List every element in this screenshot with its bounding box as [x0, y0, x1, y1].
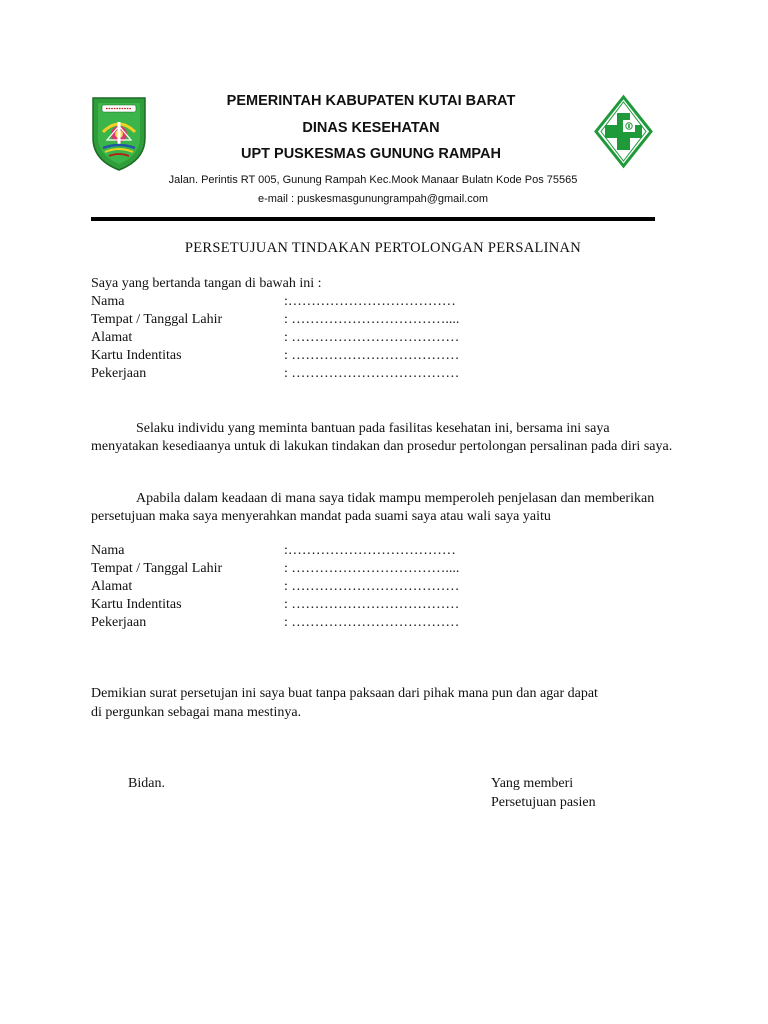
header-line-government: PEMERINTAH KABUPATEN KUTAI BARAT	[226, 93, 516, 109]
intro-text: Saya yang bertanda tangan di bawah ini :	[91, 276, 322, 291]
paragraph-text: Apabila dalam keadaan di mana saya tidak mampu memperoleh penjelasan dan memberikan persetujuan maka saya menyerahkan mandat pada suami saya atau wali saya yaitu	[91, 491, 655, 524]
field-label: Pekerjaan	[91, 366, 147, 381]
field-label: Tempat / Tanggal Lahir	[91, 312, 223, 327]
field-blank: : ………………………………	[284, 366, 460, 381]
header-email: e-mail : puskesmasgunungrampah@gmail.com	[257, 193, 489, 205]
field-row-kartu-wali	[91, 597, 651, 615]
field-row-alamat-wali	[91, 579, 651, 597]
field-blank: : ………………………………	[284, 615, 460, 630]
field-row-nama-wali	[91, 543, 651, 561]
field-blank: :………………………………	[284, 294, 456, 309]
field-blank: : ………………………………	[284, 330, 460, 345]
field-blank: : ……………………………....	[284, 312, 460, 327]
field-label: Kartu Indentitas	[91, 597, 182, 612]
closing-line-2: di pergunkan sebagai mana mestinya.	[91, 705, 302, 720]
header-line-puskesmas: UPT PUSKESMAS GUNUNG RAMPAH	[241, 146, 501, 162]
field-row-kartu	[91, 348, 651, 366]
field-blank: : ……………………………....	[284, 561, 460, 576]
field-label: Tempat / Tanggal Lahir	[91, 561, 223, 576]
field-label: Alamat	[91, 330, 133, 345]
puskesmas-cross-logo	[593, 94, 654, 169]
field-label: Nama	[91, 543, 125, 558]
field-label: Nama	[91, 294, 125, 309]
signature-patient-label-2: Persetujuan pasien	[491, 795, 596, 810]
signature-patient-label-1: Yang memberi	[491, 776, 574, 791]
field-label: Pekerjaan	[91, 615, 147, 630]
header-divider	[91, 217, 655, 221]
header-line-agency: DINAS KESEHATAN	[302, 120, 440, 136]
field-row-pekerjaan	[91, 366, 651, 384]
document-title: PERSETUJUAN TINDAKAN PERTOLONGAN PERSALINAN	[184, 240, 582, 256]
paragraph-consent	[91, 420, 673, 456]
field-blank: : ………………………………	[284, 579, 460, 594]
field-label: Alamat	[91, 579, 133, 594]
signature-midwife-label: Bidan.	[128, 776, 165, 791]
closing-line-1: Demikian surat persetujan ini saya buat tanpa paksaan dari pihak mana pun dan agar dapat	[91, 686, 598, 701]
field-blank: :………………………………	[284, 543, 456, 558]
field-row-alamat	[91, 330, 651, 348]
field-blank: : ………………………………	[284, 348, 460, 363]
field-row-nama	[91, 294, 651, 312]
field-blank: : ………………………………	[284, 597, 460, 612]
field-row-ttl	[91, 312, 651, 330]
field-row-ttl-wali	[91, 561, 651, 579]
paragraph-text: Selaku individu yang meminta bantuan pada fasilitas kesehatan ini, bersama ini saya menyatakan kesediaanya untuk di lakukan tindakan dan prosedur pertolongan persalinan pada diri saya.	[91, 421, 673, 454]
header-address: Jalan. Perintis RT 005, Gunung Rampah Kec.Mook Manaar Bulatn Kode Pos 75565	[168, 174, 578, 186]
paragraph-mandate	[91, 490, 673, 526]
kutai-barat-crest-logo	[89, 94, 149, 172]
field-row-pekerjaan-wali	[91, 615, 651, 633]
field-label: Kartu Indentitas	[91, 348, 182, 363]
